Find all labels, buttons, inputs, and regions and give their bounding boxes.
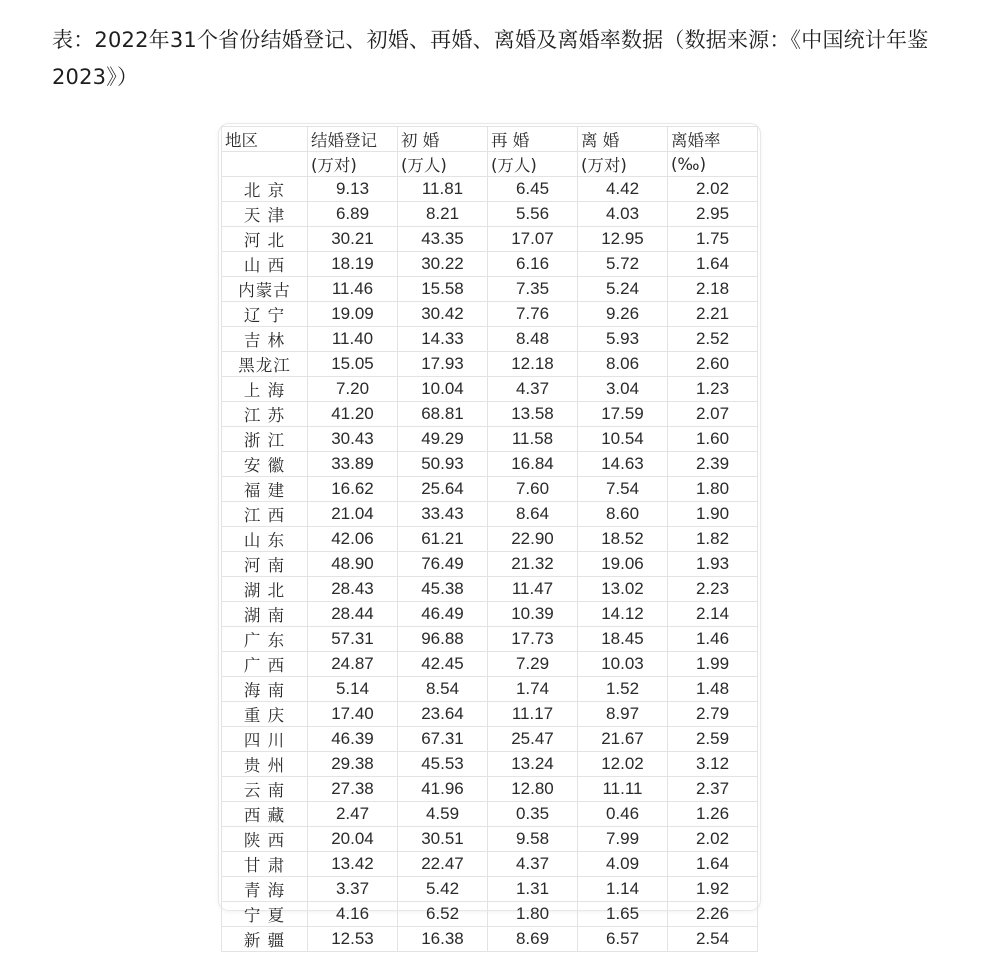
cell-marriage-registrations: 5.14 xyxy=(308,677,398,702)
cell-first-marriage: 33.43 xyxy=(398,502,488,527)
unit-divorce: (万对) xyxy=(578,152,668,177)
cell-first-marriage: 67.31 xyxy=(398,727,488,752)
table-row xyxy=(222,677,758,702)
cell-first-marriage: 76.49 xyxy=(398,552,488,577)
cell-marriage-registrations: 4.16 xyxy=(308,902,398,927)
cell-remarriage: 8.69 xyxy=(488,927,578,952)
cell-divorce-rate: 1.23 xyxy=(668,377,758,402)
cell-region: 青 海 xyxy=(222,877,308,902)
unit-region xyxy=(222,152,308,177)
cell-region: 内蒙古 xyxy=(222,277,308,302)
table-row xyxy=(222,227,758,252)
cell-remarriage: 4.37 xyxy=(488,852,578,877)
cell-divorce: 11.11 xyxy=(578,777,668,802)
cell-region: 河 北 xyxy=(222,227,308,252)
cell-divorce-rate: 1.46 xyxy=(668,627,758,652)
cell-first-marriage: 30.42 xyxy=(398,302,488,327)
cell-remarriage: 12.80 xyxy=(488,777,578,802)
cell-region: 吉 林 xyxy=(222,327,308,352)
table-row xyxy=(222,452,758,477)
header-row-units xyxy=(222,152,758,177)
cell-first-marriage: 41.96 xyxy=(398,777,488,802)
cell-divorce: 17.59 xyxy=(578,402,668,427)
cell-first-marriage: 43.35 xyxy=(398,227,488,252)
cell-remarriage: 7.35 xyxy=(488,277,578,302)
cell-divorce: 3.04 xyxy=(578,377,668,402)
cell-first-marriage: 8.21 xyxy=(398,202,488,227)
table-row xyxy=(222,377,758,402)
table-row xyxy=(222,202,758,227)
cell-first-marriage: 15.58 xyxy=(398,277,488,302)
header-marriage-registrations: 结婚登记 xyxy=(308,127,398,152)
cell-divorce-rate: 1.99 xyxy=(668,652,758,677)
cell-first-marriage: 11.81 xyxy=(398,177,488,202)
header-remarriage: 再 婚 xyxy=(488,127,578,152)
table-row xyxy=(222,327,758,352)
cell-divorce-rate: 1.80 xyxy=(668,477,758,502)
cell-divorce: 0.46 xyxy=(578,802,668,827)
cell-region: 黑龙江 xyxy=(222,352,308,377)
cell-divorce: 5.72 xyxy=(578,252,668,277)
cell-first-marriage: 8.54 xyxy=(398,677,488,702)
cell-marriage-registrations: 57.31 xyxy=(308,627,398,652)
table-row xyxy=(222,827,758,852)
cell-divorce-rate: 2.37 xyxy=(668,777,758,802)
cell-region: 安 徽 xyxy=(222,452,308,477)
cell-marriage-registrations: 21.04 xyxy=(308,502,398,527)
cell-divorce-rate: 2.59 xyxy=(668,727,758,752)
table-row xyxy=(222,727,758,752)
cell-remarriage: 4.37 xyxy=(488,377,578,402)
unit-marriage-registrations: (万对) xyxy=(308,152,398,177)
cell-region: 浙 江 xyxy=(222,427,308,452)
marriage-divorce-table xyxy=(221,126,758,952)
cell-divorce: 19.06 xyxy=(578,552,668,577)
cell-marriage-registrations: 46.39 xyxy=(308,727,398,752)
table-row xyxy=(222,602,758,627)
cell-region: 山 东 xyxy=(222,527,308,552)
cell-region: 西 藏 xyxy=(222,802,308,827)
table-row xyxy=(222,627,758,652)
table-row xyxy=(222,577,758,602)
cell-divorce: 1.65 xyxy=(578,902,668,927)
cell-divorce: 5.24 xyxy=(578,277,668,302)
cell-region: 天 津 xyxy=(222,202,308,227)
cell-first-marriage: 49.29 xyxy=(398,427,488,452)
cell-divorce-rate: 1.92 xyxy=(668,877,758,902)
cell-marriage-registrations: 19.09 xyxy=(308,302,398,327)
cell-divorce: 9.26 xyxy=(578,302,668,327)
cell-marriage-registrations: 29.38 xyxy=(308,752,398,777)
cell-region: 四 川 xyxy=(222,727,308,752)
cell-remarriage: 13.24 xyxy=(488,752,578,777)
cell-marriage-registrations: 48.90 xyxy=(308,552,398,577)
cell-divorce: 1.52 xyxy=(578,677,668,702)
table-row xyxy=(222,352,758,377)
cell-first-marriage: 25.64 xyxy=(398,477,488,502)
table-caption: 表：2022年31个省份结婚登记、初婚、再婚、离婚及离婚率数据（数据来源：《中国统计年鉴2023》） xyxy=(52,28,929,89)
header-divorce-rate: 离婚率 xyxy=(668,127,758,152)
cell-remarriage: 7.76 xyxy=(488,302,578,327)
cell-marriage-registrations: 33.89 xyxy=(308,452,398,477)
cell-marriage-registrations: 28.44 xyxy=(308,602,398,627)
cell-region: 山 西 xyxy=(222,252,308,277)
cell-divorce-rate: 2.52 xyxy=(668,327,758,352)
cell-marriage-registrations: 11.46 xyxy=(308,277,398,302)
cell-remarriage: 1.74 xyxy=(488,677,578,702)
cell-divorce-rate: 3.12 xyxy=(668,752,758,777)
cell-first-marriage: 23.64 xyxy=(398,702,488,727)
cell-divorce: 1.14 xyxy=(578,877,668,902)
cell-divorce: 8.06 xyxy=(578,352,668,377)
cell-marriage-registrations: 18.19 xyxy=(308,252,398,277)
cell-remarriage: 12.18 xyxy=(488,352,578,377)
table-row xyxy=(222,802,758,827)
cell-marriage-registrations: 28.43 xyxy=(308,577,398,602)
cell-divorce: 7.99 xyxy=(578,827,668,852)
cell-marriage-registrations: 15.05 xyxy=(308,352,398,377)
table-row xyxy=(222,502,758,527)
cell-region: 贵 州 xyxy=(222,752,308,777)
cell-remarriage: 9.58 xyxy=(488,827,578,852)
cell-divorce: 5.93 xyxy=(578,327,668,352)
cell-marriage-registrations: 6.89 xyxy=(308,202,398,227)
cell-remarriage: 21.32 xyxy=(488,552,578,577)
cell-divorce: 6.57 xyxy=(578,927,668,952)
cell-marriage-registrations: 11.40 xyxy=(308,327,398,352)
cell-remarriage: 11.17 xyxy=(488,702,578,727)
cell-first-marriage: 68.81 xyxy=(398,402,488,427)
table-row xyxy=(222,927,758,952)
cell-divorce-rate: 1.26 xyxy=(668,802,758,827)
cell-remarriage: 8.48 xyxy=(488,327,578,352)
table-row xyxy=(222,777,758,802)
table-row xyxy=(222,402,758,427)
cell-remarriage: 11.58 xyxy=(488,427,578,452)
cell-marriage-registrations: 42.06 xyxy=(308,527,398,552)
cell-marriage-registrations: 17.40 xyxy=(308,702,398,727)
table-row xyxy=(222,702,758,727)
header-divorce: 离 婚 xyxy=(578,127,668,152)
cell-marriage-registrations: 12.53 xyxy=(308,927,398,952)
cell-divorce: 10.54 xyxy=(578,427,668,452)
cell-region: 新 疆 xyxy=(222,927,308,952)
table-row xyxy=(222,752,758,777)
table-row xyxy=(222,277,758,302)
cell-region: 江 苏 xyxy=(222,402,308,427)
cell-remarriage: 13.58 xyxy=(488,402,578,427)
cell-first-marriage: 30.22 xyxy=(398,252,488,277)
cell-divorce: 18.52 xyxy=(578,527,668,552)
cell-divorce-rate: 1.64 xyxy=(668,852,758,877)
cell-divorce: 4.09 xyxy=(578,852,668,877)
table-row xyxy=(222,477,758,502)
cell-region: 广 东 xyxy=(222,627,308,652)
table-row xyxy=(222,877,758,902)
cell-divorce-rate: 2.02 xyxy=(668,177,758,202)
cell-first-marriage: 22.47 xyxy=(398,852,488,877)
cell-region: 湖 北 xyxy=(222,577,308,602)
cell-first-marriage: 16.38 xyxy=(398,927,488,952)
cell-region: 宁 夏 xyxy=(222,902,308,927)
table-body xyxy=(222,177,758,952)
cell-marriage-registrations: 27.38 xyxy=(308,777,398,802)
cell-marriage-registrations: 3.37 xyxy=(308,877,398,902)
table-row xyxy=(222,852,758,877)
table-row xyxy=(222,652,758,677)
cell-divorce-rate: 2.54 xyxy=(668,927,758,952)
cell-region: 云 南 xyxy=(222,777,308,802)
cell-divorce-rate: 2.79 xyxy=(668,702,758,727)
table-row xyxy=(222,177,758,202)
cell-divorce: 13.02 xyxy=(578,577,668,602)
cell-marriage-registrations: 30.43 xyxy=(308,427,398,452)
cell-marriage-registrations: 7.20 xyxy=(308,377,398,402)
cell-remarriage: 1.80 xyxy=(488,902,578,927)
cell-remarriage: 16.84 xyxy=(488,452,578,477)
cell-region: 湖 南 xyxy=(222,602,308,627)
cell-remarriage: 6.45 xyxy=(488,177,578,202)
cell-first-marriage: 45.38 xyxy=(398,577,488,602)
cell-divorce: 21.67 xyxy=(578,727,668,752)
cell-divorce: 12.95 xyxy=(578,227,668,252)
cell-remarriage: 17.07 xyxy=(488,227,578,252)
cell-marriage-registrations: 16.62 xyxy=(308,477,398,502)
data-table-image xyxy=(219,124,760,950)
cell-first-marriage: 30.51 xyxy=(398,827,488,852)
cell-region: 辽 宁 xyxy=(222,302,308,327)
cell-region: 河 南 xyxy=(222,552,308,577)
cell-first-marriage: 96.88 xyxy=(398,627,488,652)
cell-divorce-rate: 2.39 xyxy=(668,452,758,477)
table-row xyxy=(222,302,758,327)
cell-marriage-registrations: 2.47 xyxy=(308,802,398,827)
cell-remarriage: 7.60 xyxy=(488,477,578,502)
cell-first-marriage: 5.42 xyxy=(398,877,488,902)
cell-divorce: 14.12 xyxy=(578,602,668,627)
cell-divorce: 8.97 xyxy=(578,702,668,727)
cell-remarriage: 22.90 xyxy=(488,527,578,552)
cell-region: 甘 肃 xyxy=(222,852,308,877)
unit-first-marriage: (万人) xyxy=(398,152,488,177)
cell-remarriage: 1.31 xyxy=(488,877,578,902)
cell-first-marriage: 42.45 xyxy=(398,652,488,677)
cell-divorce-rate: 2.14 xyxy=(668,602,758,627)
cell-divorce: 18.45 xyxy=(578,627,668,652)
cell-region: 福 建 xyxy=(222,477,308,502)
cell-remarriage: 8.64 xyxy=(488,502,578,527)
cell-divorce-rate: 2.60 xyxy=(668,352,758,377)
cell-region: 江 西 xyxy=(222,502,308,527)
cell-region: 陕 西 xyxy=(222,827,308,852)
cell-divorce-rate: 2.21 xyxy=(668,302,758,327)
cell-first-marriage: 45.53 xyxy=(398,752,488,777)
cell-region: 海 南 xyxy=(222,677,308,702)
cell-remarriage: 5.56 xyxy=(488,202,578,227)
table-row xyxy=(222,902,758,927)
cell-divorce-rate: 1.48 xyxy=(668,677,758,702)
cell-divorce: 7.54 xyxy=(578,477,668,502)
cell-region: 上 海 xyxy=(222,377,308,402)
cell-divorce-rate: 2.23 xyxy=(668,577,758,602)
cell-remarriage: 7.29 xyxy=(488,652,578,677)
cell-first-marriage: 50.93 xyxy=(398,452,488,477)
cell-marriage-registrations: 41.20 xyxy=(308,402,398,427)
cell-first-marriage: 6.52 xyxy=(398,902,488,927)
cell-marriage-registrations: 30.21 xyxy=(308,227,398,252)
cell-remarriage: 10.39 xyxy=(488,602,578,627)
cell-divorce-rate: 2.95 xyxy=(668,202,758,227)
header-region: 地区 xyxy=(222,127,308,152)
table-row xyxy=(222,252,758,277)
cell-first-marriage: 10.04 xyxy=(398,377,488,402)
cell-first-marriage: 4.59 xyxy=(398,802,488,827)
cell-remarriage: 17.73 xyxy=(488,627,578,652)
cell-divorce-rate: 1.75 xyxy=(668,227,758,252)
cell-divorce-rate: 2.18 xyxy=(668,277,758,302)
cell-divorce-rate: 1.82 xyxy=(668,527,758,552)
cell-marriage-registrations: 13.42 xyxy=(308,852,398,877)
cell-first-marriage: 14.33 xyxy=(398,327,488,352)
cell-divorce-rate: 1.90 xyxy=(668,502,758,527)
header-row-titles xyxy=(222,127,758,152)
cell-region: 北 京 xyxy=(222,177,308,202)
cell-divorce-rate: 2.02 xyxy=(668,827,758,852)
cell-divorce-rate: 1.93 xyxy=(668,552,758,577)
cell-region: 重 庆 xyxy=(222,702,308,727)
cell-divorce: 10.03 xyxy=(578,652,668,677)
table-header xyxy=(222,127,758,177)
cell-marriage-registrations: 20.04 xyxy=(308,827,398,852)
unit-remarriage: (万人) xyxy=(488,152,578,177)
cell-marriage-registrations: 24.87 xyxy=(308,652,398,677)
cell-first-marriage: 17.93 xyxy=(398,352,488,377)
header-first-marriage: 初 婚 xyxy=(398,127,488,152)
cell-remarriage: 0.35 xyxy=(488,802,578,827)
cell-divorce: 12.02 xyxy=(578,752,668,777)
cell-divorce-rate: 2.07 xyxy=(668,402,758,427)
cell-remarriage: 6.16 xyxy=(488,252,578,277)
cell-remarriage: 11.47 xyxy=(488,577,578,602)
cell-divorce: 8.60 xyxy=(578,502,668,527)
cell-remarriage: 25.47 xyxy=(488,727,578,752)
cell-first-marriage: 46.49 xyxy=(398,602,488,627)
cell-divorce-rate: 1.60 xyxy=(668,427,758,452)
cell-region: 广 西 xyxy=(222,652,308,677)
cell-divorce-rate: 1.64 xyxy=(668,252,758,277)
table-row xyxy=(222,552,758,577)
cell-divorce-rate: 2.26 xyxy=(668,902,758,927)
cell-first-marriage: 61.21 xyxy=(398,527,488,552)
cell-divorce: 4.42 xyxy=(578,177,668,202)
cell-marriage-registrations: 9.13 xyxy=(308,177,398,202)
cell-divorce: 14.63 xyxy=(578,452,668,477)
cell-divorce: 4.03 xyxy=(578,202,668,227)
table-row xyxy=(222,427,758,452)
table-row xyxy=(222,527,758,552)
unit-divorce-rate: (‰) xyxy=(668,152,758,177)
